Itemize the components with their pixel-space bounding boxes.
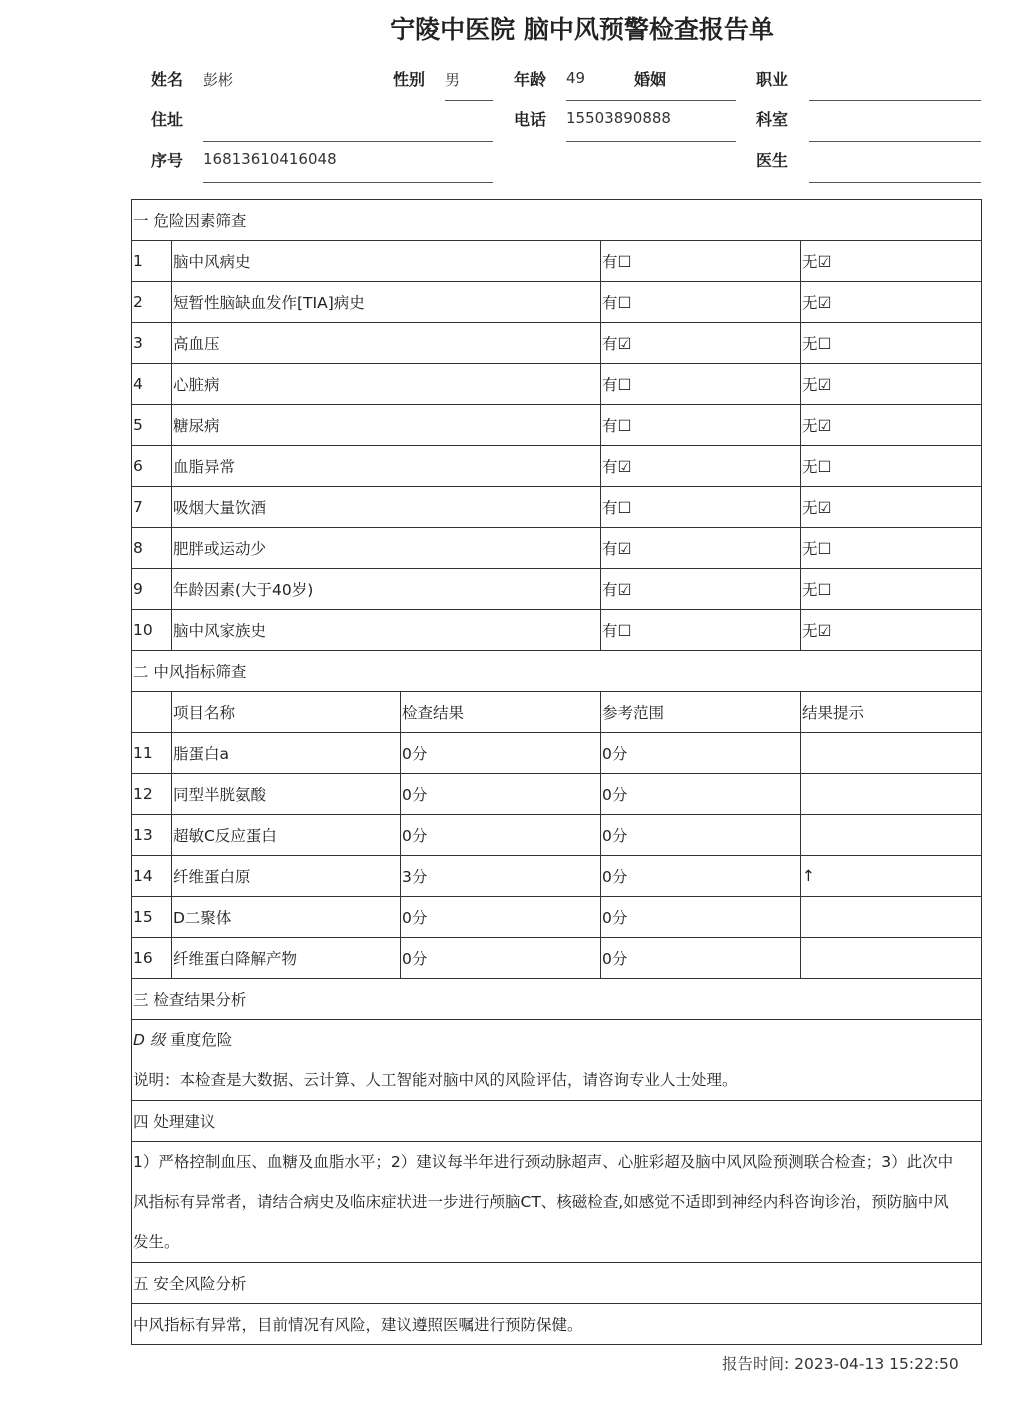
marital-underline — [566, 100, 736, 101]
table-row — [132, 938, 982, 979]
row-number: 6 — [132, 446, 172, 487]
row-number: 12 — [132, 774, 172, 815]
risk-yes: 有☑ — [601, 446, 801, 487]
table-row — [132, 446, 982, 487]
risk-no: 无☑ — [801, 282, 982, 323]
indicator-result: 3分 — [401, 856, 601, 897]
section1-title: 一 危险因素筛查 — [132, 200, 982, 241]
column-header-item: 项目名称 — [172, 692, 401, 733]
risk-no: 无☑ — [801, 487, 982, 528]
marital-label: 婚姻 — [634, 70, 667, 89]
blank-cell — [132, 692, 172, 733]
risk-item: 短暂性脑缺血发作[TIA]病史 — [172, 282, 601, 323]
row-number: 11 — [132, 733, 172, 774]
indicator-result: 0分 — [401, 733, 601, 774]
indicator-hint — [801, 938, 982, 979]
risk-no: 无☐ — [801, 569, 982, 610]
gender-underline — [445, 100, 493, 101]
risk-item: 吸烟大量饮酒 — [172, 487, 601, 528]
indicator-hint: ↑ — [801, 856, 982, 897]
report-table — [131, 199, 982, 1345]
risk-item: 年龄因素(大于40岁) — [172, 569, 601, 610]
row-number: 13 — [132, 815, 172, 856]
indicator-result: 0分 — [401, 897, 601, 938]
risk-yes: 有☐ — [601, 405, 801, 446]
indicator-hint — [801, 774, 982, 815]
section2-title: 二 中风指标筛查 — [132, 651, 982, 692]
table-row — [132, 528, 982, 569]
table-row — [132, 815, 982, 856]
risk-yes: 有☐ — [601, 282, 801, 323]
serial-underline — [203, 182, 493, 183]
indicator-item: 同型半胱氨酸 — [172, 774, 401, 815]
section4-title: 四 处理建议 — [132, 1101, 982, 1142]
row-number: 1 — [132, 241, 172, 282]
job-underline — [809, 100, 981, 101]
risk-yes: 有☐ — [601, 364, 801, 405]
indicator-result: 0分 — [401, 938, 601, 979]
name-label: 姓名 — [151, 70, 184, 89]
section5-body-row — [132, 1304, 982, 1345]
section2-header-row — [132, 651, 982, 692]
risk-no: 无☐ — [801, 323, 982, 364]
risk-no: 无☐ — [801, 528, 982, 569]
section5-header-row — [132, 1263, 982, 1304]
table-row — [132, 405, 982, 446]
risk-no: 无☑ — [801, 241, 982, 282]
risk-item: 糖尿病 — [172, 405, 601, 446]
section2-column-headers — [132, 692, 982, 733]
row-number: 3 — [132, 323, 172, 364]
table-row — [132, 487, 982, 528]
section3-body-row — [132, 1020, 982, 1101]
row-number: 9 — [132, 569, 172, 610]
indicator-range: 0分 — [601, 856, 801, 897]
advice-line: 1）严格控制血压、血糖及血脂水平；2）建议每半年进行颈动脉超声、心脏彩超及脑中风风险预测联合检查；3）此次中 — [133, 1153, 954, 1171]
indicator-result: 0分 — [401, 774, 601, 815]
indicator-range: 0分 — [601, 774, 801, 815]
table-row — [132, 733, 982, 774]
row-number: 7 — [132, 487, 172, 528]
section3-title: 三 检查结果分析 — [132, 979, 982, 1020]
gender-value: 男 — [445, 71, 461, 89]
indicator-item: D二聚体 — [172, 897, 401, 938]
serial-label: 序号 — [151, 151, 184, 170]
table-row — [132, 856, 982, 897]
doctor-underline — [809, 182, 981, 183]
section4-body-row — [132, 1142, 982, 1263]
safety-analysis-text: 中风指标有异常，目前情况有风险，建议遵照医嘱进行预防保健。 — [132, 1304, 982, 1345]
age-label: 年龄 — [514, 70, 547, 89]
analysis-note: 说明：本检查是大数据、云计算、人工智能对脑中风的风险评估，请咨询专业人士处理。 — [133, 1071, 738, 1089]
report-title: 宁陵中医院 脑中风预警检查报告单 — [390, 15, 774, 44]
section1-header-row — [132, 200, 982, 241]
gender-label: 性别 — [393, 70, 426, 89]
risk-yes: 有☐ — [601, 241, 801, 282]
report-time: 报告时间: 2023-04-13 15:22:50 — [722, 1355, 959, 1373]
doctor-label: 医生 — [756, 151, 789, 170]
table-row — [132, 774, 982, 815]
indicator-range: 0分 — [601, 938, 801, 979]
row-number: 10 — [132, 610, 172, 651]
row-number: 4 — [132, 364, 172, 405]
phone-underline — [566, 141, 736, 142]
serial-value: 16813610416048 — [203, 150, 337, 168]
phone-value: 15503890888 — [566, 109, 671, 127]
indicator-item: 纤维蛋白原 — [172, 856, 401, 897]
risk-yes: 有☑ — [601, 528, 801, 569]
table-row — [132, 323, 982, 364]
indicator-hint — [801, 897, 982, 938]
table-row — [132, 610, 982, 651]
advice-line: 风指标有异常者，请结合病史及临床症状进一步进行颅脑CT、核磁检查,如感觉不适即到神经内科咨询诊治，预防脑中风 — [133, 1193, 949, 1211]
risk-item: 脑中风家族史 — [172, 610, 601, 651]
indicator-result: 0分 — [401, 815, 601, 856]
risk-item: 脑中风病史 — [172, 241, 601, 282]
table-row — [132, 897, 982, 938]
row-number: 8 — [132, 528, 172, 569]
risk-item: 肥胖或运动少 — [172, 528, 601, 569]
job-label: 职业 — [756, 70, 789, 89]
section4-header-row — [132, 1101, 982, 1142]
risk-no: 无☑ — [801, 364, 982, 405]
age-value: 49 — [566, 69, 586, 87]
address-label: 住址 — [151, 110, 184, 129]
dept-label: 科室 — [756, 110, 789, 129]
indicator-range: 0分 — [601, 897, 801, 938]
risk-item: 血脂异常 — [172, 446, 601, 487]
risk-no: 无☑ — [801, 405, 982, 446]
table-row — [132, 569, 982, 610]
row-number: 16 — [132, 938, 172, 979]
row-number: 14 — [132, 856, 172, 897]
risk-grade: D 级 — [133, 1031, 166, 1049]
row-number: 2 — [132, 282, 172, 323]
table-row — [132, 282, 982, 323]
risk-yes: 有☐ — [601, 610, 801, 651]
risk-yes: 有☑ — [601, 569, 801, 610]
address-underline — [203, 141, 493, 142]
row-number: 15 — [132, 897, 172, 938]
phone-label: 电话 — [514, 110, 547, 129]
section5-title: 五 安全风险分析 — [132, 1263, 982, 1304]
indicator-hint — [801, 815, 982, 856]
indicator-item: 超敏C反应蛋白 — [172, 815, 401, 856]
risk-item: 心脏病 — [172, 364, 601, 405]
section3-header-row — [132, 979, 982, 1020]
advice-cell — [132, 1142, 982, 1263]
row-number: 5 — [132, 405, 172, 446]
analysis-cell — [132, 1020, 982, 1101]
risk-yes: 有☐ — [601, 487, 801, 528]
indicator-range: 0分 — [601, 733, 801, 774]
dept-underline — [809, 141, 981, 142]
indicator-hint — [801, 733, 982, 774]
risk-no: 无☑ — [801, 610, 982, 651]
indicator-range: 0分 — [601, 815, 801, 856]
risk-no: 无☐ — [801, 446, 982, 487]
risk-level: 重度危险 — [165, 1031, 233, 1049]
risk-yes: 有☑ — [601, 323, 801, 364]
column-header-hint: 结果提示 — [801, 692, 982, 733]
column-header-range: 参考范围 — [601, 692, 801, 733]
advice-line: 发生。 — [133, 1233, 180, 1251]
risk-item: 高血压 — [172, 323, 601, 364]
indicator-item: 脂蛋白a — [172, 733, 401, 774]
risk-level-line — [133, 1020, 977, 1060]
column-header-result: 检查结果 — [401, 692, 601, 733]
name-value: 彭彬 — [203, 71, 234, 89]
table-row — [132, 241, 982, 282]
indicator-item: 纤维蛋白降解产物 — [172, 938, 401, 979]
table-row — [132, 364, 982, 405]
